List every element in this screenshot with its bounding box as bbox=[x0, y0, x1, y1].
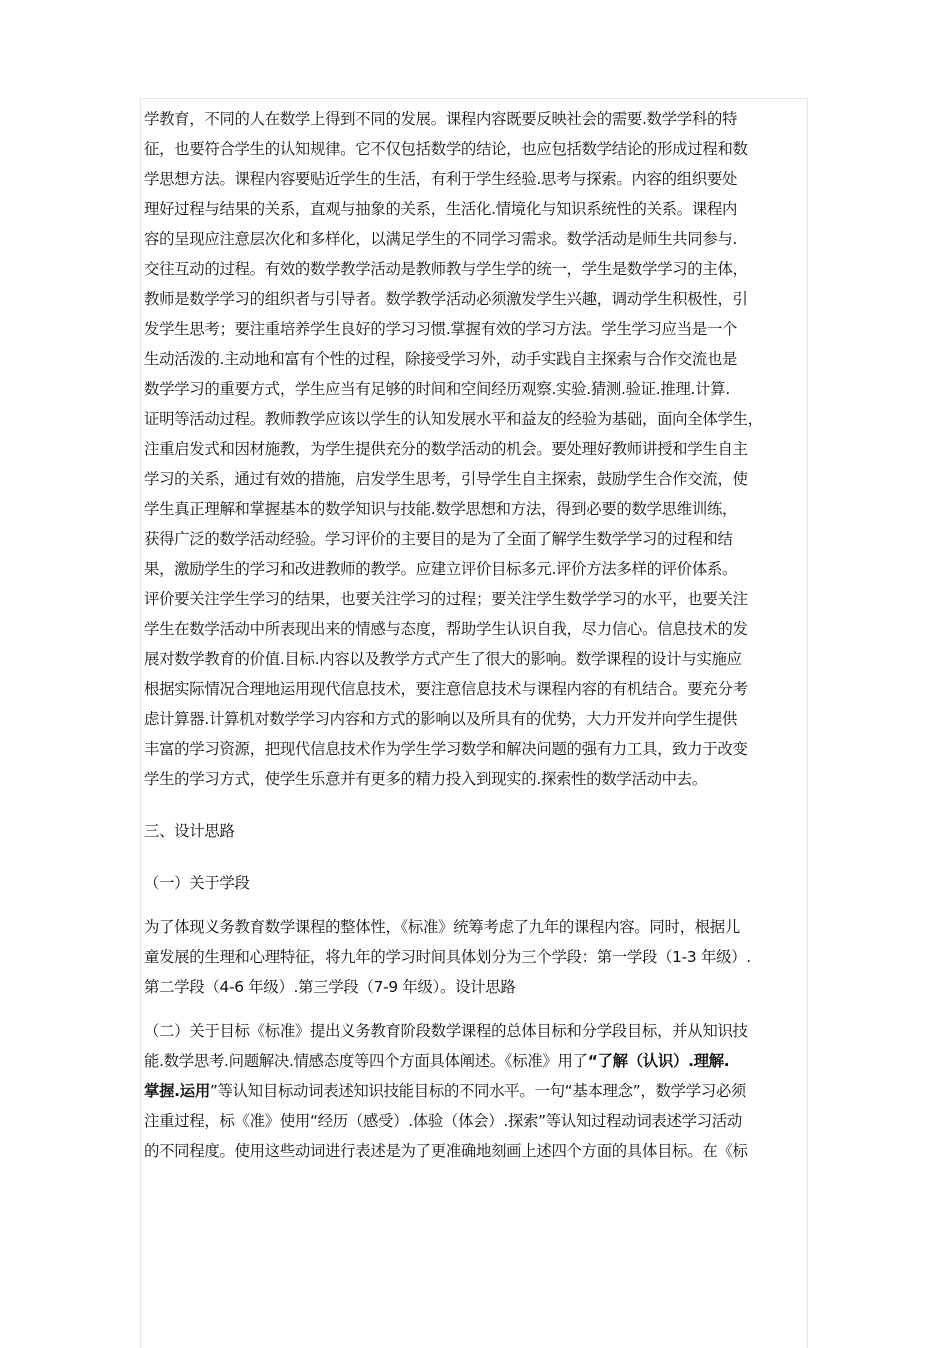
text-line: 发学生思考；要注重培养学生良好的学习习惯.掌握有效的学习方法。学生学习应当是一个 bbox=[144, 320, 738, 338]
heading-text: （一）关于学段 bbox=[144, 874, 250, 892]
text-line: 学生的学习方式，使学生乐意并有更多的精力投入到现实的.探索性的数学活动中去。 bbox=[144, 770, 707, 788]
text-line: 为了体现义务教育数学课程的整体性，《标准》统筹考虑了九年的课程内容。同时，根据儿 bbox=[144, 918, 740, 936]
bold-text-run: “了解（认识）.理解. bbox=[587, 1052, 730, 1070]
text-line: 学习的关系，通过有效的措施，启发学生思考，引导学生自主探索，鼓励学生合作交流，使 bbox=[144, 470, 748, 488]
text-line: 征，也要符合学生的认知规律。它不仅包括数学的结论，也应包括数学结论的形成过程和数 bbox=[144, 140, 748, 158]
text-line: 理好过程与结果的关系，直观与抽象的关系，生活化.情境化与知识系统性的关系。课程内 bbox=[144, 200, 738, 218]
text-line: 童发展的生理和心理特征，将九年的学习时间具体划分为三个学段：第一学段（1-3 年级）. bbox=[144, 948, 751, 966]
text-line: 评价要关注学生学习的结果，也要关注学习的过程；要关注学生数学学习的水平，也要关注 bbox=[144, 590, 748, 608]
text-line: 学思想方法。课程内容要贴近学生的生活，有利于学生经验.思考与探索。内容的组织要处 bbox=[144, 170, 738, 188]
text-line: 注重过程，标《准》使用“经历（感受）.体验（体会）.探索”等认知过程动词表述学习活动 bbox=[144, 1112, 742, 1130]
document-body bbox=[144, 104, 808, 1166]
text-line: 交往互动的过程。有效的数学教学活动是教师教与学生学的统一，学生是数学学习的主体， bbox=[144, 260, 748, 278]
text-line: 教师是数学学习的组织者与引导者。数学教学活动必须激发学生兴趣，调动学生积极性，引 bbox=[144, 290, 748, 308]
paragraph-curriculum-content bbox=[144, 104, 808, 794]
text-line: 果，激励学生的学习和改进教师的教学。应建立评价目标多元.评价方法多样的评价体系。 bbox=[144, 560, 738, 578]
text-line: 虑计算器.计算机对数学学习内容和方式的影响以及所具有的优势，大力开发并向学生提供 bbox=[144, 710, 738, 728]
text-line bbox=[144, 1046, 808, 1076]
text-line: 展对数学教育的价值.目标.内容以及教学方式产生了很大的影响。数学课程的设计与实施应 bbox=[144, 650, 742, 668]
text-line: 注重启发式和因材施教，为学生提供充分的数学活动的机会。要处理好教师讲授和学生自主 bbox=[144, 440, 748, 458]
text-line: （二）关于目标《标准》提出义务教育阶段数学课程的总体目标和分学段目标，并从知识技 bbox=[144, 1022, 748, 1040]
paragraph-goals bbox=[144, 1016, 808, 1166]
text-line: 根据实际情况合理地运用现代信息技术，要注意信息技术与课程内容的有机结合。要充分考 bbox=[144, 680, 748, 698]
text-line: 的不同程度。使用这些动词进行表述是为了更准确地刻画上述四个方面的具体目标。在《标 bbox=[144, 1142, 748, 1160]
text-line: 第二学段（4-6 年级）.第三学段（7-9 年级）。设计思路 bbox=[144, 978, 516, 996]
text-line: 学教育，不同的人在数学上得到不同的发展。课程内容既要反映社会的需要.数学学科的特 bbox=[144, 110, 738, 128]
text-line: 学生在数学活动中所表现出来的情感与态度，帮助学生认识自我，尽力信心。信息技术的发 bbox=[144, 620, 748, 638]
subsection-heading-stages bbox=[144, 868, 808, 898]
text-line: 证明等活动过程。教师教学应该以学生的认知发展水平和益友的经验为基础，面向全体学生， bbox=[144, 410, 763, 428]
heading-text: 三、设计思路 bbox=[144, 822, 235, 840]
text-line: 容的呈现应注意层次化和多样化，以满足学生的不同学习需求。数学活动是师生共同参与. bbox=[144, 230, 738, 248]
text-run: 能.数学思考.问题解决.情感态度等四个方面具体阐述。《标准》用了 bbox=[144, 1052, 588, 1070]
text-line bbox=[144, 1076, 808, 1106]
text-line: 获得广泛的数学活动经验。学习评价的主要目的是为了全面了解学生数学学习的过程和结 bbox=[144, 530, 733, 548]
text-run: ”等认知目标动词表述知识技能目标的不同水平。一句“基本理念”，数学学习必须 bbox=[209, 1082, 747, 1100]
text-line: 学生真正理解和掌握基本的数学知识与技能.数学思想和方法，得到必要的数学思维训练， bbox=[144, 500, 738, 518]
bold-text-run: 掌握.运用 bbox=[144, 1082, 210, 1100]
text-line: 丰富的学习资源，把现代信息技术作为学生学习数学和解决问题的强有力工具，致力于改变 bbox=[144, 740, 748, 758]
text-line: 数学学习的重要方式，学生应当有足够的时间和空间经历观察.实验.猜测.验证.推理.计算. bbox=[144, 380, 730, 398]
paragraph-stages bbox=[144, 912, 808, 1002]
section-heading-design-ideas bbox=[144, 816, 808, 846]
text-line: 生动活泼的.主动地和富有个性的过程，除接受学习外，动手实践自主探索与合作交流也是 bbox=[144, 350, 738, 368]
